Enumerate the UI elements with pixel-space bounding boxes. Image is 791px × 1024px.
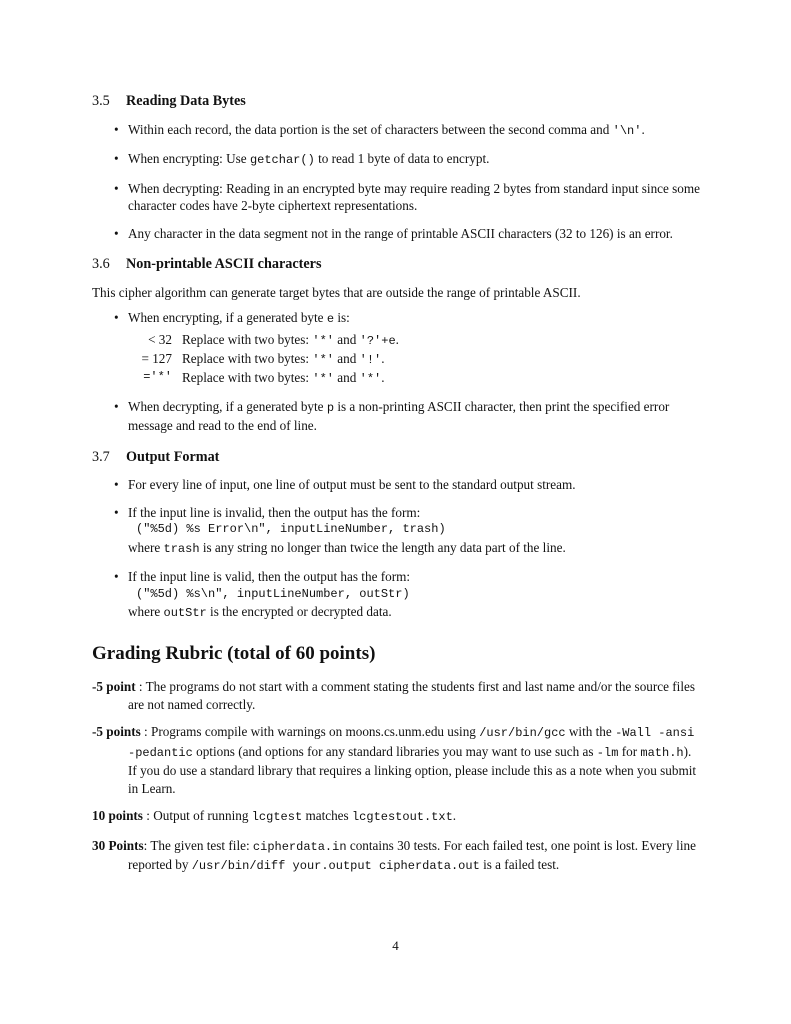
replacement-table xyxy=(128,331,399,388)
table-row: < 32 Replace with two bytes: '*' and '?'+e. xyxy=(148,331,399,348)
rubric-item: -5 points : Programs compile with warnings on moons.cs.unm.edu using /usr/bin/gcc with the -Wall -ansi -pedantic options (and options for any standard libraries you may want to use such as -lm for math.h). If you do use a standard library that requires a linking option, please include this as a note when you submit in Learn. xyxy=(92,724,697,796)
intro-paragraph: This cipher algorithm can generate target bytes that are outside the range of printable ASCII. xyxy=(92,284,581,300)
section-heading xyxy=(92,449,700,467)
section-3-5 xyxy=(92,93,700,242)
grading-rubric xyxy=(92,642,700,876)
list-item: • If the input line is valid, then the output has the form: ("%5d) %s\n", inputLineNumber, outStr) where outStr is the encrypted or decrypted data. xyxy=(92,568,700,623)
page-content xyxy=(92,93,700,886)
list-item: • Any character in the data segment not in the range of printable ASCII characters (32 to 126) is an error. xyxy=(92,225,700,243)
section-number: 3.7 xyxy=(92,448,110,465)
code-line: ("%5d) %s\n", inputLineNumber, outStr) xyxy=(136,586,410,601)
section-3-6 xyxy=(92,256,700,435)
table-row: = 127 Replace with two bytes: '*' and '!'. xyxy=(141,350,385,367)
section-number: 3.5 xyxy=(92,93,110,109)
list-item: • If the input line is invalid, then the output has the form: ("%5d) %s Error\n", inputLineNumber, trash) where trash is any string no longer than twice the length any data part of the line. xyxy=(92,504,700,559)
section-title: Reading Data Bytes xyxy=(126,93,246,109)
list-item: • When decrypting, if a generated byte p is a non-printing ASCII character, then print the specified error message and read to the end of line. xyxy=(92,398,700,435)
section-3-7 xyxy=(92,449,700,623)
list-item: • When encrypting, if a generated byte e is: < 32 Replace with two bytes: '*' and '?'+e. = 127 Replace with two bytes: '*' and '!'. ='*' Replace with two bytes: '*' and '*'. xyxy=(92,309,700,388)
page-number: 4 xyxy=(392,938,399,953)
list-item: • For every line of input, one line of output must be sent to the standard output stream. xyxy=(92,476,700,494)
section-heading xyxy=(92,256,700,274)
rubric-item: 30 Points: The given test file: cipherdata.in contains 30 tests. For each failed test, one point is lost. Every line reported by /usr/bin/diff your.output cipherdata.out is a failed test. xyxy=(92,837,696,873)
list-item: • Within each record, the data portion is the set of characters between the second comma and '\n'. xyxy=(92,121,700,141)
code-line: ("%5d) %s Error\n", inputLineNumber, trash) xyxy=(136,522,446,536)
list-item: • When encrypting: Use getchar() to read 1 byte of data to encrypt. xyxy=(92,150,700,170)
section-title: Non-printable ASCII characters xyxy=(126,256,322,272)
list-item: • When decrypting: Reading in an encrypted byte may require reading 2 bytes from standard input since some character codes have 2-byte ciphertext representations. xyxy=(92,180,700,215)
section-number: 3.6 xyxy=(92,256,110,272)
section-title: Output Format xyxy=(126,448,220,465)
table-row: ='*' Replace with two bytes: '*' and '*'. xyxy=(143,369,385,386)
rubric-item: 10 points : Output of running lcgtest matches lcgtestout.txt. xyxy=(92,808,457,824)
rubric-item: -5 point : The programs do not start with a comment stating the students first and last name and/or the source files are not named correctly. xyxy=(92,679,695,712)
rubric-title: Grading Rubric (total of 60 points) xyxy=(92,642,376,664)
section-heading xyxy=(92,93,700,111)
